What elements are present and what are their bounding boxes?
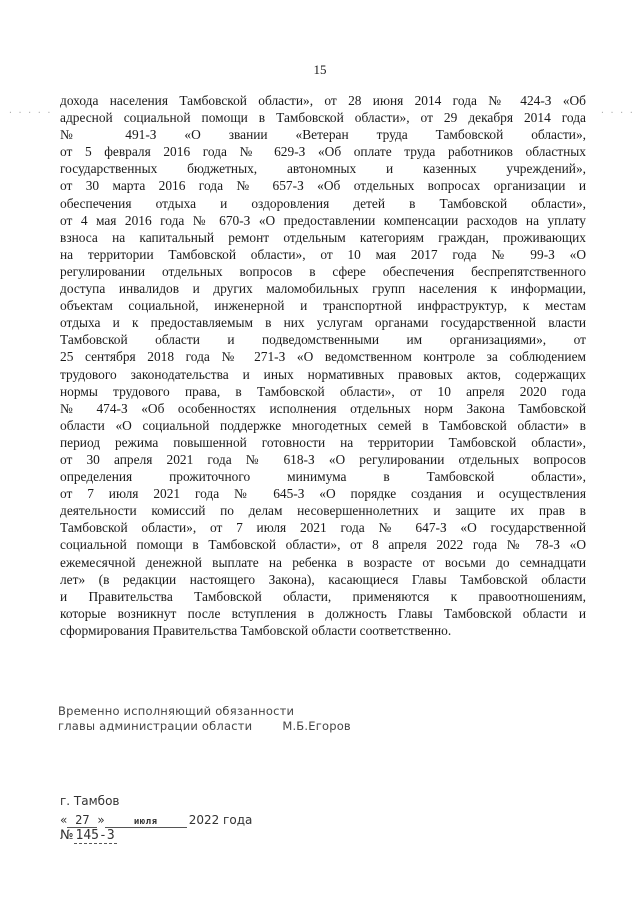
body-line: взноса на капитальный ремонт отдельным категориям граждан, проживающих [60,229,586,245]
date-open-quote: « [60,813,68,827]
body-line: на территории Тамбовской области», от 10 мая 2017 года № 99-З «О [60,246,586,262]
body-line: дохода населения Тамбовской области», от 28 июня 2014 года № 424-З «Об [60,93,586,108]
body-line: № 474-З «Об особенностях исполнения отдельных норм Закона Тамбовской [60,400,586,416]
body-line: Тамбовской области», от 7 июля 2021 года № 647-З «О государственной [60,520,586,536]
date-day: 27 [67,813,97,828]
body-line: от 30 апреля 2021 года № 618-З «О регулировании отдельных вопросов [60,451,586,467]
date-close-quote: » [97,813,105,827]
body-line: доступа инвалидов и других маломобильных групп населения к информации, [60,281,586,297]
signature-block [58,704,351,734]
law-number-prefix: № [60,828,74,843]
body-line: объектам социальной, инженерной и транспортной инфраструктур, к местам [60,298,586,314]
body-line: регулировании отдельных вопросов в сфере обеспечения беспрепятственного [60,263,586,279]
body-line: период режима повышенной готовности на территории Тамбовской области», [60,434,586,450]
page-number: 15 [313,62,327,77]
body-line: ежемесячной денежной выплате на ребенка в возрасте от восьми до семнадцати [60,554,586,570]
body-line: определения прожиточного минимума в Тамбовской области», [60,469,586,485]
right-margin-marks: · · · · [600,108,634,117]
signatory-name: М.Б.Егоров [282,719,351,733]
body-line: отдыха и к предоставляемым в них услугам органами государственной власти [60,315,586,331]
left-margin-marks: · · · · · [8,108,52,117]
body-line: которые возникнут после вступления в должность Главы Тамбовской области и [60,605,586,621]
body-line: деятельности комиссий по делам несовершеннолетних и защите их прав в [60,503,586,519]
body-line: от 7 июля 2021 года № 645-З «О порядке создания и осуществления [60,486,586,502]
body-line: социальной помощи в Тамбовской области», от 8 апреля 2022 года № 78-З «О [60,537,586,553]
body-line: 25 сентября 2018 года № 271-З «О ведомственном контроле за соблюдением [60,349,586,365]
signing-date [60,813,252,828]
body-line: трудового законодательства и иных нормативных правовых актов, содержащих [60,366,586,382]
body-line: Тамбовской области и подведомственными им организациями», от [60,332,586,348]
body-line: области «О социальной поддержке многодетных семей в Тамбовской области» в [60,417,586,433]
body-line: нормы трудового права, в Тамбовской области», от 10 апреля 2020 года [60,383,586,399]
body-line: от 30 марта 2016 года № 657-З «Об отдельных вопросах организации и [60,178,586,194]
signature-title-line1: Временно исполняющий обязанности [58,704,295,718]
date-month: июля [105,817,187,828]
body-line: и Правительства Тамбовской области, применяются к правоотношениям, [60,588,586,604]
body-line: государственных бюджетных, автономных и казенных учреждений», [60,161,586,177]
body-line: от 5 февраля 2016 года № 629-З «Об оплате труда работников областных [60,144,586,160]
body-line: № 491-З «О звании «Ветеран труда Тамбовской области», [60,127,586,143]
body-line: обеспечения отдыха и оздоровления детей в Тамбовской области», [60,195,586,211]
body-line: сформирования Правительства Тамбовской области соответственно. [60,622,452,638]
place-of-signing: г. Тамбов [60,794,120,808]
law-number [60,828,117,844]
body-line: лет» (в редакции настоящего Закона), касающиеся Главы Тамбовской области [60,571,586,587]
law-number-value: 145-З [75,828,115,843]
body-line: адресной социальной помощи в Тамбовской области», от 29 декабря 2014 года [60,110,586,126]
signature-title-line2: главы администрации области [58,719,253,733]
law-body-text [60,92,586,639]
body-line: от 4 мая 2016 года № 670-З «О предоставлении компенсации расходов на уплату [60,212,586,228]
date-year: 2022 года [188,813,253,827]
